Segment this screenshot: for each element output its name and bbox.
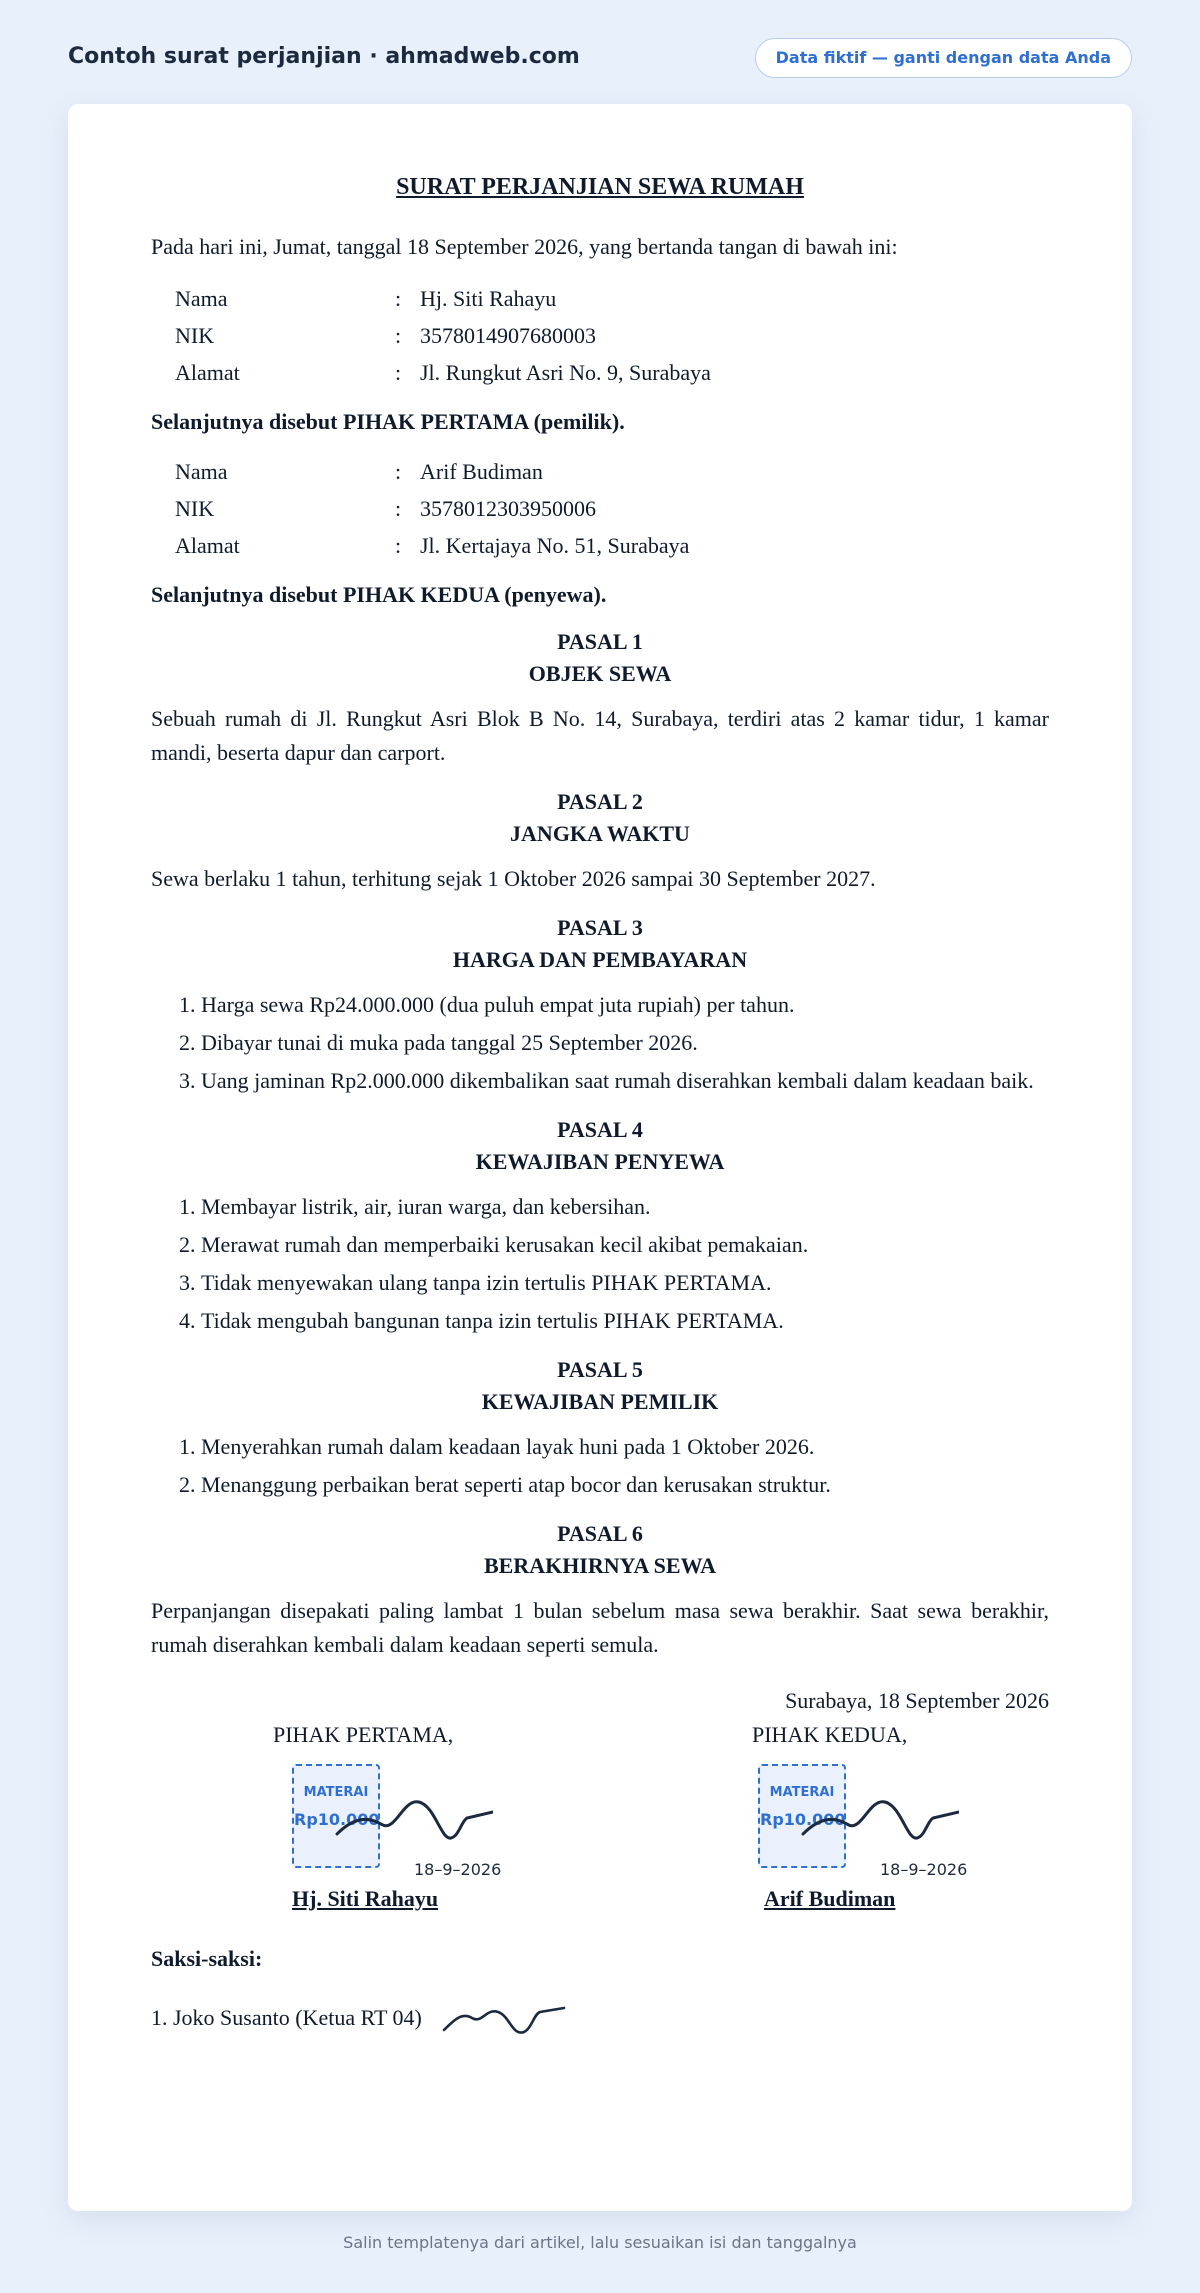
pasal-2-text: Sewa berlaku 1 tahun, terhitung sejak 1 Oktober 2026 sampai 30 September 2027. bbox=[151, 866, 876, 891]
meterai-label: MATERAI bbox=[769, 1785, 835, 1800]
list-item: 2. Dibayar tunai di muka pada tanggal 25 September 2026. bbox=[201, 1026, 1049, 1060]
identity-row bbox=[175, 354, 1049, 391]
colon: : bbox=[395, 360, 402, 385]
list-item: 3. Tidak menyewakan ulang tanpa izin tertulis PIHAK PERTAMA. bbox=[201, 1266, 1049, 1300]
meterai-value: Rp10.000 bbox=[760, 1810, 846, 1829]
pasal-number: PASAL 4 bbox=[557, 1117, 643, 1142]
identity-row bbox=[175, 317, 1049, 354]
pasal-title: KEWAJIBAN PENYEWA bbox=[475, 1149, 725, 1174]
sign-date: 18–9–2026 bbox=[880, 1860, 968, 1879]
list-item: 4. Tidak mengubah bangunan tanpa izin tertulis PIHAK PERTAMA. bbox=[201, 1304, 1049, 1338]
field-value: Arif Budiman bbox=[420, 459, 543, 484]
colon: : bbox=[395, 496, 402, 521]
pihak-kedua-caption: Selanjutnya disebut PIHAK KEDUA (penyewa). bbox=[151, 582, 607, 607]
list-item: 2. Merawat rumah dan memperbaiki kerusakan kecil akibat pemakaian. bbox=[201, 1228, 1049, 1262]
pasal-1-text: Sebuah rumah di Jl. Rungkut Asri Blok B No. 14, Surabaya, terdiri atas 2 kamar tidur, 1 kamar mandi, beserta dapur dan carport. bbox=[151, 706, 1049, 765]
field-value: Hj. Siti Rahayu bbox=[420, 286, 557, 311]
identity-row bbox=[175, 490, 1049, 527]
pasal-4-heading bbox=[151, 1114, 1049, 1178]
document-paper bbox=[68, 104, 1132, 2211]
meterai-value: Rp10.000 bbox=[294, 1810, 380, 1829]
pasal-number: PASAL 5 bbox=[557, 1357, 643, 1382]
pasal-number: PASAL 6 bbox=[557, 1521, 643, 1546]
signature-block bbox=[151, 1718, 1049, 1918]
sign-date: 18–9–2026 bbox=[414, 1860, 502, 1879]
fictitious-data-badge: Data fiktif — ganti dengan data Anda bbox=[755, 38, 1132, 78]
pasal-3-list bbox=[201, 988, 1049, 1098]
field-label: Nama bbox=[175, 459, 228, 484]
pasal-6-text: Perpanjangan disepakati paling lambat 1 bulan sebelum masa sewa berakhir. Saat sewa berakhir, rumah diserahkan kembali dalam keadaan seperti semula. bbox=[151, 1598, 1049, 1657]
field-label: Alamat bbox=[175, 533, 240, 558]
pasal-title: KEWAJIBAN PEMILIK bbox=[481, 1389, 719, 1414]
field-label: Alamat bbox=[175, 360, 240, 385]
pihak-kedua-identity bbox=[175, 453, 1049, 564]
list-item: 2. Menanggung perbaikan berat seperti atap bocor dan kerusakan struktur. bbox=[201, 1468, 1049, 1502]
field-label: NIK bbox=[175, 496, 215, 521]
meterai-label: MATERAI bbox=[303, 1785, 369, 1800]
signature-scribble-icon bbox=[333, 1788, 493, 1848]
witness-row bbox=[151, 1998, 1049, 2038]
list-item: 1. Membayar listrik, air, iuran warga, dan kebersihan. bbox=[201, 1190, 1049, 1224]
identity-row bbox=[175, 453, 1049, 490]
colon: : bbox=[395, 459, 402, 484]
field-value: Jl. Kertajaya No. 51, Surabaya bbox=[420, 533, 690, 558]
signature-scribble-icon bbox=[799, 1788, 959, 1848]
field-value: 3578012303950006 bbox=[420, 496, 596, 521]
pasal-number: PASAL 2 bbox=[557, 789, 643, 814]
signer-role: PIHAK KEDUA, bbox=[752, 1722, 908, 1747]
pasal-5-list bbox=[201, 1430, 1049, 1502]
witness-heading: Saksi-saksi: bbox=[151, 1946, 263, 1971]
signer-name: Hj. Siti Rahayu bbox=[292, 1886, 439, 1911]
colon: : bbox=[395, 286, 402, 311]
field-label: Nama bbox=[175, 286, 228, 311]
pasal-title: OBJEK SEWA bbox=[528, 661, 672, 686]
intro-paragraph: Pada hari ini, Jumat, tanggal 18 September 2026, yang bertanda tangan di bawah ini: bbox=[151, 234, 898, 259]
pasal-4-list bbox=[201, 1190, 1049, 1338]
pasal-title: BERAKHIRNYA SEWA bbox=[483, 1553, 717, 1578]
signer-name: Arif Budiman bbox=[764, 1886, 896, 1911]
pasal-6-heading bbox=[151, 1518, 1049, 1582]
pasal-title: HARGA DAN PEMBAYARAN bbox=[452, 947, 748, 972]
signer-role: PIHAK PERTAMA, bbox=[273, 1722, 454, 1747]
list-item: 1. Menyerahkan rumah dalam keadaan layak huni pada 1 Oktober 2026. bbox=[201, 1430, 1049, 1464]
date-place: Surabaya, 18 September 2026 bbox=[785, 1688, 1049, 1713]
witness-signature-icon bbox=[440, 1998, 568, 2038]
top-bar bbox=[0, 0, 1200, 104]
document-title: SURAT PERJANJIAN SEWA RUMAH bbox=[396, 174, 804, 200]
field-label: NIK bbox=[175, 323, 215, 348]
identity-row bbox=[175, 527, 1049, 564]
pasal-5-heading bbox=[151, 1354, 1049, 1418]
colon: : bbox=[395, 533, 402, 558]
field-value: 3578014907680003 bbox=[420, 323, 596, 348]
pihak-pertama-identity bbox=[175, 280, 1049, 391]
field-value: Jl. Rungkut Asri No. 9, Surabaya bbox=[420, 360, 711, 385]
pasal-1-heading bbox=[151, 626, 1049, 690]
pasal-number: PASAL 3 bbox=[557, 915, 643, 940]
contract-document bbox=[151, 170, 1049, 2038]
pasal-title: JANGKA WAKTU bbox=[510, 821, 690, 846]
witness-name: 1. Joko Susanto (Ketua RT 04) bbox=[151, 2005, 422, 2030]
identity-row bbox=[175, 280, 1049, 317]
pihak-pertama-caption: Selanjutnya disebut PIHAK PERTAMA (pemilik). bbox=[151, 409, 625, 434]
list-item: 1. Harga sewa Rp24.000.000 (dua puluh empat juta rupiah) per tahun. bbox=[201, 988, 1049, 1022]
pasal-2-heading bbox=[151, 786, 1049, 850]
site-title: Contoh surat perjanjian · ahmadweb.com bbox=[68, 44, 580, 69]
list-item: 3. Uang jaminan Rp2.000.000 dikembalikan saat rumah diserahkan kembali dalam keadaan baik. bbox=[201, 1064, 1049, 1098]
footer-note: Salin templatenya dari artikel, lalu sesuaikan isi dan tanggalnya bbox=[343, 2233, 857, 2252]
colon: : bbox=[395, 323, 402, 348]
pasal-number: PASAL 1 bbox=[557, 629, 643, 654]
pasal-3-heading bbox=[151, 912, 1049, 976]
